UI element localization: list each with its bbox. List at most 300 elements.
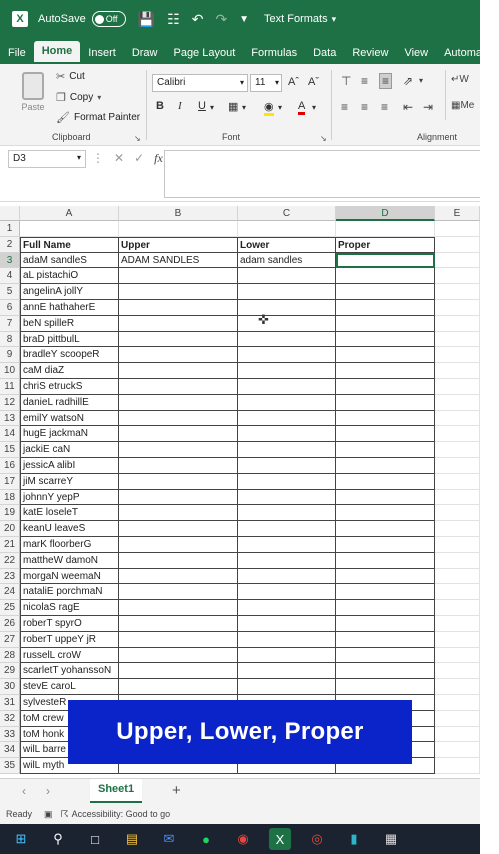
table-cell[interactable]: [119, 411, 238, 427]
table-cell[interactable]: [238, 553, 336, 569]
table-cell[interactable]: [336, 505, 435, 521]
column-header-b[interactable]: B: [119, 206, 238, 221]
alignment-group-label: Alignment: [417, 132, 458, 142]
table-cell[interactable]: [435, 600, 480, 616]
table-cell[interactable]: [336, 553, 435, 569]
row-header[interactable]: 12: [0, 395, 20, 411]
title-bar: [0, 0, 480, 38]
row-header[interactable]: 35: [0, 758, 20, 774]
chevron-down-icon: ▾: [76, 153, 81, 162]
table-cell[interactable]: [119, 442, 238, 458]
table-cell[interactable]: [336, 442, 435, 458]
chevron-down-icon[interactable]: ▾: [278, 103, 283, 112]
align-top-icon[interactable]: ⊤: [341, 74, 352, 88]
table-cell[interactable]: [238, 363, 336, 379]
table-cell[interactable]: [435, 253, 480, 269]
table-cell[interactable]: [119, 268, 238, 284]
table-cell[interactable]: [119, 379, 238, 395]
table-cell[interactable]: [336, 663, 435, 679]
row-header[interactable]: 1: [0, 221, 20, 237]
column-header-c[interactable]: C: [238, 206, 336, 221]
borders-icon[interactable]: ▦: [228, 101, 239, 113]
table-cell[interactable]: [435, 584, 480, 600]
status-bar: [0, 804, 480, 824]
chevron-down-icon[interactable]: ▾: [419, 76, 424, 85]
table-cell[interactable]: [119, 600, 238, 616]
table-cell[interactable]: [119, 648, 238, 664]
table-cell[interactable]: [435, 727, 480, 743]
table-cell[interactable]: [119, 316, 238, 332]
table-cell[interactable]: [20, 221, 119, 237]
wrap-text-label: W: [459, 74, 469, 85]
excel-taskbar-icon[interactable]: X: [269, 828, 291, 850]
table-cell[interactable]: [238, 347, 336, 363]
table-cell[interactable]: [238, 490, 336, 506]
row-header[interactable]: 15: [0, 442, 20, 458]
full-name-cell[interactable]: keanU leaveS: [20, 521, 119, 537]
row-header[interactable]: 11: [0, 379, 20, 395]
full-name-cell[interactable]: angelinA jollY: [20, 284, 119, 300]
font-group-label: Font: [222, 132, 241, 142]
row-header[interactable]: 9: [0, 347, 20, 363]
full-name-cell[interactable]: toM crew: [20, 711, 119, 727]
table-cell[interactable]: [238, 616, 336, 632]
copy-icon: ❐: [56, 92, 66, 104]
chevron-down-icon[interactable]: ▾: [242, 103, 247, 112]
decrease-indent-icon[interactable]: ⇤: [403, 100, 414, 114]
full-name-cell[interactable]: wilL barre: [20, 742, 119, 758]
align-middle-icon[interactable]: ≡: [361, 74, 369, 88]
row-header[interactable]: 26: [0, 616, 20, 632]
merge-center-button[interactable]: [451, 100, 474, 111]
chevron-down-icon: ▾: [97, 93, 102, 102]
table-cell[interactable]: [119, 553, 238, 569]
table-cell[interactable]: [238, 395, 336, 411]
table-cell[interactable]: [336, 300, 435, 316]
table-cell[interactable]: [336, 347, 435, 363]
font-size-value: 11: [255, 77, 266, 88]
column-title-cell[interactable]: Proper: [336, 237, 435, 253]
table-cell[interactable]: [119, 537, 238, 553]
cut-button[interactable]: [56, 70, 85, 83]
row-header[interactable]: 8: [0, 332, 20, 348]
table-cell[interactable]: [435, 237, 480, 253]
increase-font-icon[interactable]: Aˆ: [288, 76, 299, 88]
table-cell[interactable]: [435, 300, 480, 316]
file-explorer-icon[interactable]: ▤: [125, 831, 139, 846]
row-header[interactable]: 32: [0, 711, 20, 727]
font-name-value: Calibri: [157, 77, 186, 88]
row-header[interactable]: 29: [0, 663, 20, 679]
full-name-cell[interactable]: beN spilleR: [20, 316, 119, 332]
task-view-icon[interactable]: □: [91, 831, 99, 847]
row-header[interactable]: 33: [0, 727, 20, 743]
row-header[interactable]: 21: [0, 537, 20, 553]
tab-view[interactable]: View: [404, 47, 429, 59]
table-cell[interactable]: [435, 411, 480, 427]
row-header[interactable]: 23: [0, 569, 20, 585]
quick-access-dropdown-icon[interactable]: ▼: [239, 13, 250, 25]
tab-automate[interactable]: Automate: [444, 47, 492, 59]
full-name-cell[interactable]: danieL radhillE: [20, 395, 119, 411]
row-header[interactable]: 2: [0, 237, 20, 253]
table-cell[interactable]: [435, 648, 480, 664]
table-cell[interactable]: [435, 284, 480, 300]
column-title-cell[interactable]: Full Name: [20, 237, 119, 253]
table-cell[interactable]: [435, 695, 480, 711]
add-sheet-icon[interactable]: +: [172, 782, 181, 799]
table-cell[interactable]: [435, 474, 480, 490]
table-cell[interactable]: [435, 616, 480, 632]
row-header[interactable]: 34: [0, 742, 20, 758]
format-painter-button[interactable]: [56, 111, 140, 124]
full-name-cell[interactable]: katE loseleT: [20, 505, 119, 521]
table-cell[interactable]: [336, 569, 435, 585]
clipboard-group-label: Clipboard: [52, 132, 91, 142]
table-cell[interactable]: [435, 569, 480, 585]
table-cell[interactable]: [435, 758, 480, 774]
table-cell[interactable]: [238, 284, 336, 300]
row-header[interactable]: 16: [0, 458, 20, 474]
table-cell[interactable]: [336, 474, 435, 490]
table-cell[interactable]: [119, 632, 238, 648]
formula-actions: [92, 151, 163, 166]
table-cell[interactable]: [119, 663, 238, 679]
tab-draw[interactable]: Draw: [131, 47, 158, 59]
full-name-cell[interactable]: hugE jackmaN: [20, 426, 119, 442]
column-header-a[interactable]: A: [20, 206, 119, 221]
table-cell[interactable]: [119, 505, 238, 521]
font-name-dropdown[interactable]: [152, 74, 248, 92]
table-cell[interactable]: [336, 379, 435, 395]
full-name-cell[interactable]: scarletT yohanssoN: [20, 663, 119, 679]
column-title-cell[interactable]: Upper: [119, 237, 238, 253]
table-cell[interactable]: [119, 474, 238, 490]
chevron-down-icon[interactable]: ▾: [312, 103, 317, 112]
decrease-font-icon[interactable]: Aˇ: [308, 76, 319, 88]
full-name-cell[interactable]: russelL croW: [20, 648, 119, 664]
table-cell[interactable]: [435, 711, 480, 727]
table-cell[interactable]: [238, 332, 336, 348]
table-cell[interactable]: [238, 221, 336, 237]
full-name-cell[interactable]: aL pistachiO: [20, 268, 119, 284]
document-title[interactable]: [264, 13, 336, 25]
table-cell[interactable]: [435, 679, 480, 695]
table-cell[interactable]: [435, 268, 480, 284]
select-all-corner[interactable]: [0, 206, 20, 221]
column-header-e[interactable]: E: [435, 206, 480, 221]
table-cell[interactable]: [238, 268, 336, 284]
ribbon: [0, 64, 480, 146]
row-header[interactable]: 6: [0, 300, 20, 316]
upper-cell[interactable]: ADAM SANDLES: [119, 253, 238, 269]
table-cell[interactable]: [238, 300, 336, 316]
table-cell[interactable]: [336, 616, 435, 632]
full-name-cell[interactable]: jessicA alibI: [20, 458, 119, 474]
table-cell[interactable]: [238, 569, 336, 585]
full-name-cell[interactable]: wilL myth: [20, 758, 119, 774]
full-name-cell[interactable]: marK floorberG: [20, 537, 119, 553]
table-cell[interactable]: [238, 458, 336, 474]
mail-icon[interactable]: ✉: [163, 831, 175, 846]
full-name-cell[interactable]: chriS etruckS: [20, 379, 119, 395]
row-header[interactable]: 18: [0, 490, 20, 506]
obs-icon[interactable]: ◎: [311, 831, 323, 846]
table-cell[interactable]: [336, 395, 435, 411]
row-header[interactable]: 20: [0, 521, 20, 537]
fill-color-icon[interactable]: ◉: [264, 100, 274, 116]
row-header[interactable]: 10: [0, 363, 20, 379]
cancel-icon[interactable]: ✕: [114, 151, 125, 165]
table-cell[interactable]: [435, 221, 480, 237]
full-name-cell[interactable]: nataliE porchmaN: [20, 584, 119, 600]
status-ready: Ready: [6, 809, 33, 819]
font-color-icon[interactable]: A: [298, 100, 305, 115]
font-group: [148, 64, 330, 146]
name-box[interactable]: [8, 150, 86, 168]
full-name-cell[interactable]: jackiE caN: [20, 442, 119, 458]
align-left-icon[interactable]: ≡: [341, 100, 349, 114]
table-cell[interactable]: [119, 569, 238, 585]
full-name-cell[interactable]: jiM scarreY: [20, 474, 119, 490]
table-cell[interactable]: [435, 521, 480, 537]
row-header[interactable]: 3: [0, 253, 20, 269]
cut-label: Cut: [69, 71, 85, 82]
column-header-d[interactable]: D: [336, 206, 435, 221]
table-cell[interactable]: [238, 632, 336, 648]
row-header[interactable]: 13: [0, 411, 20, 427]
form-icon[interactable]: ☷: [167, 10, 180, 27]
table-cell[interactable]: [435, 663, 480, 679]
table-cell[interactable]: [119, 490, 238, 506]
tab-insert[interactable]: Insert: [88, 47, 116, 59]
row-header[interactable]: 22: [0, 553, 20, 569]
dialog-launcher-icon[interactable]: ↘: [320, 134, 327, 143]
wrap-text-button[interactable]: [451, 74, 469, 85]
full-name-cell[interactable]: mattheW damoN: [20, 553, 119, 569]
copy-button[interactable]: [56, 91, 101, 104]
overlay-banner: Upper, Lower, Proper: [68, 700, 412, 764]
full-name-cell[interactable]: stevE caroL: [20, 679, 119, 695]
font-size-dropdown[interactable]: [250, 74, 282, 92]
search-icon[interactable]: ⚲: [53, 831, 63, 846]
row-header[interactable]: 27: [0, 632, 20, 648]
row-header[interactable]: 30: [0, 679, 20, 695]
table-cell[interactable]: [119, 426, 238, 442]
paste-button[interactable]: [18, 72, 48, 112]
align-center-icon[interactable]: ≡: [361, 100, 369, 114]
table-cell[interactable]: [119, 395, 238, 411]
full-name-cell[interactable]: roberT uppeY jR: [20, 632, 119, 648]
chevron-down-icon: ▾: [239, 78, 244, 87]
table-cell[interactable]: [435, 395, 480, 411]
table-cell[interactable]: [119, 332, 238, 348]
full-name-cell[interactable]: emilY watsoN: [20, 411, 119, 427]
table-cell[interactable]: [336, 584, 435, 600]
sheet-tab-sheet1[interactable]: Sheet1: [90, 779, 142, 803]
prev-sheet-icon[interactable]: ‹: [22, 784, 26, 798]
bold-icon[interactable]: B: [156, 100, 164, 112]
calculator-icon[interactable]: ▦: [384, 831, 398, 846]
table-cell[interactable]: [435, 426, 480, 442]
format-painter-label: Format Painter: [73, 112, 141, 123]
ribbon-divider: [445, 70, 446, 120]
table-cell[interactable]: [435, 316, 480, 332]
table-cell[interactable]: [238, 442, 336, 458]
table-cell[interactable]: [435, 363, 480, 379]
full-name-cell[interactable]: bradleY scoopeR: [20, 347, 119, 363]
row-header[interactable]: 14: [0, 426, 20, 442]
full-name-cell[interactable]: adaM sandleS: [20, 253, 119, 269]
row-header[interactable]: 28: [0, 648, 20, 664]
table-cell[interactable]: [435, 553, 480, 569]
row-header[interactable]: 4: [0, 268, 20, 284]
tab-review[interactable]: Review: [352, 47, 389, 59]
table-cell[interactable]: [119, 284, 238, 300]
align-bottom-icon[interactable]: ≡: [379, 73, 392, 89]
table-cell[interactable]: [119, 521, 238, 537]
table-cell[interactable]: [435, 347, 480, 363]
table-cell[interactable]: [238, 663, 336, 679]
table-cell[interactable]: [238, 537, 336, 553]
more-icon: ⋮: [92, 151, 104, 165]
windows-start-icon[interactable]: ⊞: [15, 831, 27, 846]
copy-label: Copy: [69, 92, 94, 103]
redo-icon[interactable]: ↷: [215, 10, 228, 27]
italic-icon[interactable]: I: [178, 100, 182, 112]
scissors-icon: ✂: [56, 71, 66, 83]
table-cell[interactable]: [238, 426, 336, 442]
tab-page-layout[interactable]: Page Layout: [173, 47, 236, 59]
table-cell[interactable]: [435, 442, 480, 458]
alignment-group: [333, 64, 480, 146]
table-cell[interactable]: [119, 458, 238, 474]
table-cell[interactable]: [119, 300, 238, 316]
row-header[interactable]: 24: [0, 584, 20, 600]
table-cell[interactable]: [238, 505, 336, 521]
table-cell[interactable]: [238, 679, 336, 695]
column-title-cell[interactable]: Lower: [238, 237, 336, 253]
next-sheet-icon[interactable]: ›: [46, 784, 50, 798]
chevron-down-icon[interactable]: ▾: [210, 103, 215, 112]
table-cell[interactable]: [435, 632, 480, 648]
table-cell[interactable]: [435, 742, 480, 758]
table-cell[interactable]: [435, 490, 480, 506]
table-cell[interactable]: [336, 679, 435, 695]
accessibility-status[interactable]: Accessibility: Good to go: [71, 809, 171, 819]
full-name-cell[interactable]: johnnY yepP: [20, 490, 119, 506]
confirm-icon[interactable]: ✓: [134, 151, 145, 165]
active-cell[interactable]: [336, 253, 435, 269]
table-cell[interactable]: [336, 600, 435, 616]
table-cell[interactable]: [336, 316, 435, 332]
formula-input[interactable]: [164, 150, 480, 198]
table-cell[interactable]: [435, 332, 480, 348]
full-name-cell[interactable]: sylvesteR: [20, 695, 119, 711]
chrome-icon[interactable]: ◉: [237, 831, 249, 846]
lower-cell[interactable]: adam sandles: [238, 253, 336, 269]
ribbon-divider: [331, 70, 332, 140]
macro-recording-icon[interactable]: ▣: [44, 808, 53, 819]
full-name-cell[interactable]: roberT spyrO: [20, 616, 119, 632]
row-header[interactable]: 25: [0, 600, 20, 616]
table-cell[interactable]: [336, 458, 435, 474]
tab-formulas[interactable]: Formulas: [251, 47, 298, 59]
table-cell[interactable]: [435, 505, 480, 521]
dialog-launcher-icon[interactable]: ↘: [134, 134, 141, 143]
autosave-toggle[interactable]: [92, 11, 126, 27]
increase-indent-icon[interactable]: ⇥: [423, 100, 434, 114]
table-cell[interactable]: [336, 284, 435, 300]
table-cell[interactable]: [238, 474, 336, 490]
save-icon[interactable]: 💾: [137, 10, 156, 27]
full-name-cell[interactable]: braD pittbulL: [20, 332, 119, 348]
orientation-icon[interactable]: ⇗: [403, 74, 414, 88]
table-cell[interactable]: [238, 648, 336, 664]
undo-icon[interactable]: ↶: [191, 10, 204, 27]
table-cell[interactable]: [435, 537, 480, 553]
table-cell[interactable]: [119, 347, 238, 363]
row-header[interactable]: 19: [0, 505, 20, 521]
tab-data[interactable]: Data: [313, 47, 337, 59]
table-cell[interactable]: [238, 379, 336, 395]
table-cell[interactable]: [336, 490, 435, 506]
full-name-cell[interactable]: caM diaZ: [20, 363, 119, 379]
row-header[interactable]: 17: [0, 474, 20, 490]
table-cell[interactable]: [119, 616, 238, 632]
table-cell[interactable]: [119, 584, 238, 600]
table-cell[interactable]: [435, 379, 480, 395]
row-header[interactable]: 31: [0, 695, 20, 711]
formula-bar: [0, 146, 480, 202]
underline-icon[interactable]: U: [198, 100, 206, 112]
tab-file[interactable]: File: [8, 47, 26, 59]
table-cell[interactable]: [238, 600, 336, 616]
full-name-cell[interactable]: toM honk: [20, 727, 119, 743]
accessibility-icon[interactable]: ☈: [60, 808, 69, 819]
table-cell[interactable]: [336, 426, 435, 442]
tab-home[interactable]: Home: [34, 41, 81, 64]
insert-function-icon[interactable]: fx: [154, 151, 163, 165]
table-cell[interactable]: [336, 221, 435, 237]
toggle-knob-icon: [95, 15, 104, 24]
table-cell[interactable]: [336, 411, 435, 427]
spotify-icon[interactable]: ●: [202, 831, 210, 847]
full-name-cell[interactable]: annE hathaherE: [20, 300, 119, 316]
table-cell[interactable]: [238, 411, 336, 427]
full-name-cell[interactable]: nicolaS ragE: [20, 600, 119, 616]
table-cell[interactable]: [336, 537, 435, 553]
table-cell[interactable]: [336, 521, 435, 537]
table-cell[interactable]: [336, 332, 435, 348]
table-cell[interactable]: [119, 221, 238, 237]
table-cell[interactable]: [336, 363, 435, 379]
table-cell[interactable]: [336, 648, 435, 664]
app-icon[interactable]: ▮: [350, 831, 358, 846]
table-cell[interactable]: [119, 679, 238, 695]
table-cell[interactable]: [435, 458, 480, 474]
table-cell[interactable]: [119, 363, 238, 379]
full-name-cell[interactable]: morgaN weemaN: [20, 569, 119, 585]
row-header[interactable]: 7: [0, 316, 20, 332]
table-cell[interactable]: [238, 316, 336, 332]
row-header[interactable]: 5: [0, 284, 20, 300]
table-cell[interactable]: [336, 268, 435, 284]
table-cell[interactable]: [238, 584, 336, 600]
table-cell[interactable]: [238, 521, 336, 537]
align-right-icon[interactable]: ≡: [381, 100, 389, 114]
table-cell[interactable]: [336, 632, 435, 648]
